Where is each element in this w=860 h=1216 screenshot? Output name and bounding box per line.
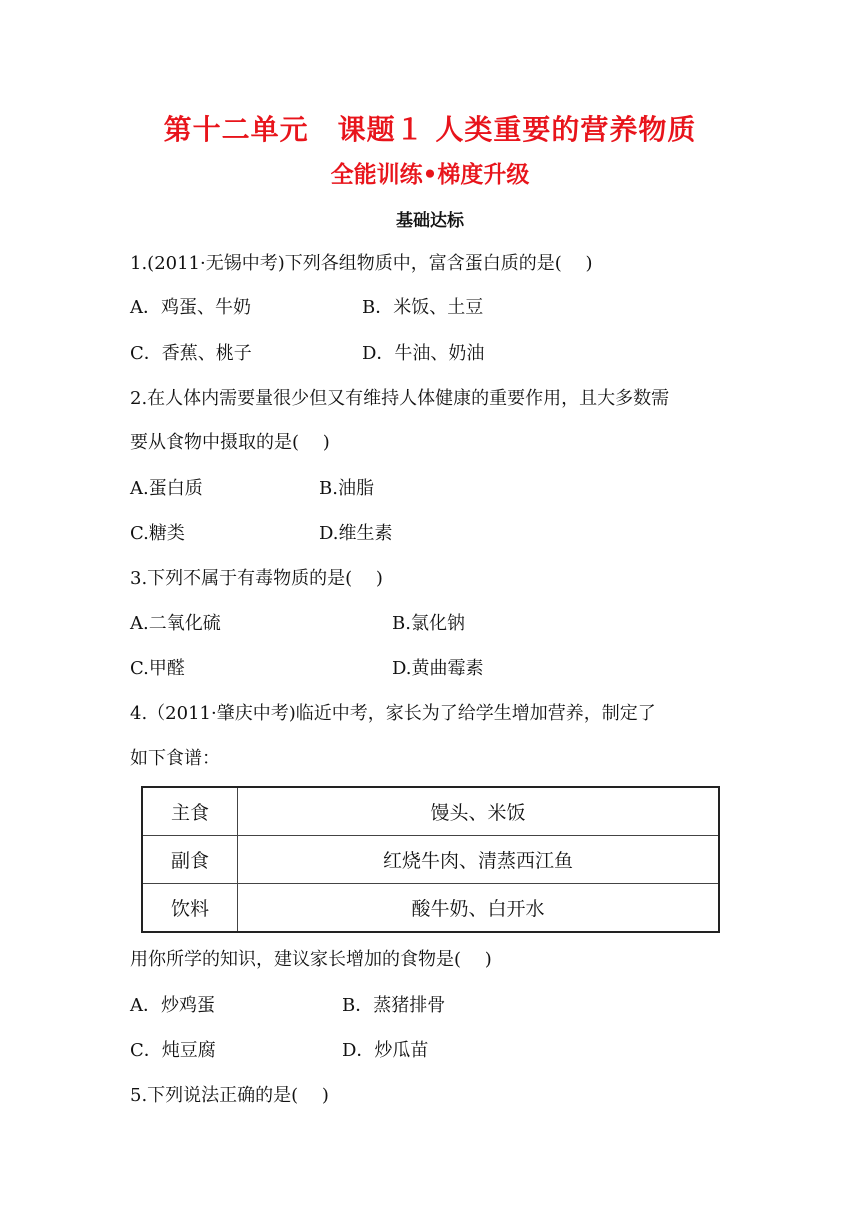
question-3-stem: 3.下列不属于有毒物质的是( )	[130, 568, 383, 589]
question-3-option-a: A.二氧化硫	[130, 613, 221, 634]
document-title: 第十二单元 课题１ 人类重要的营养物质	[163, 113, 697, 146]
question-2-stem-line-2: 要从食物中摄取的是( )	[130, 432, 330, 453]
table-cell-foods: 红烧牛肉、清蒸西江鱼	[238, 836, 720, 884]
table-cell-category: 主食	[142, 787, 238, 836]
question-2-stem-line-1: 2.在人体内需要量很少但又有维持人体健康的重要作用，且大多数需	[130, 388, 670, 409]
question-2-option-b: B.油脂	[319, 478, 374, 499]
table-row	[142, 787, 719, 836]
question-3-option-b: B.氯化钠	[392, 613, 465, 634]
table-row	[142, 836, 719, 884]
question-1-option-a: A．鸡蛋、牛奶	[130, 297, 251, 318]
table-cell-foods: 馒头、米饭	[238, 787, 720, 836]
question-3-option-c: C.甲醛	[130, 658, 185, 679]
document-subtitle: 全能训练•梯度升级	[330, 162, 530, 188]
section-heading: 基础达标	[396, 211, 464, 231]
question-4-followup: 用你所学的知识，建议家长增加的食物是( )	[130, 949, 492, 970]
menu-table	[141, 786, 720, 933]
question-2-option-c: C.糖类	[130, 523, 185, 544]
question-4-option-a: A．炒鸡蛋	[130, 995, 215, 1016]
question-1-option-b: B．米饭、土豆	[362, 297, 484, 318]
question-1-option-d: D．牛油、奶油	[362, 343, 485, 364]
question-3-option-d: D.黄曲霉素	[392, 658, 484, 679]
table-cell-category: 副食	[142, 836, 238, 884]
table-cell-foods: 酸牛奶、白开水	[238, 884, 720, 933]
question-4-option-c: C．炖豆腐	[130, 1040, 216, 1061]
question-2-option-a: A.蛋白质	[130, 478, 203, 499]
question-4-stem-line-1: 4.（2011·肇庆中考)临近中考，家长为了给学生增加营养，制定了	[130, 703, 656, 724]
question-4-option-b: B．蒸猪排骨	[342, 995, 446, 1016]
table-row	[142, 884, 719, 933]
question-5-stem: 5.下列说法正确的是( )	[130, 1085, 329, 1106]
question-1-stem: 1.(2011·无锡中考)下列各组物质中，富含蛋白质的是( )	[130, 253, 593, 274]
question-2-option-d: D.维生素	[319, 523, 393, 544]
table-cell-category: 饮料	[142, 884, 238, 933]
question-4-stem-line-2: 如下食谱：	[130, 748, 220, 769]
question-4-option-d: D．炒瓜苗	[342, 1040, 429, 1061]
question-1-option-c: C．香蕉、桃子	[130, 343, 252, 364]
